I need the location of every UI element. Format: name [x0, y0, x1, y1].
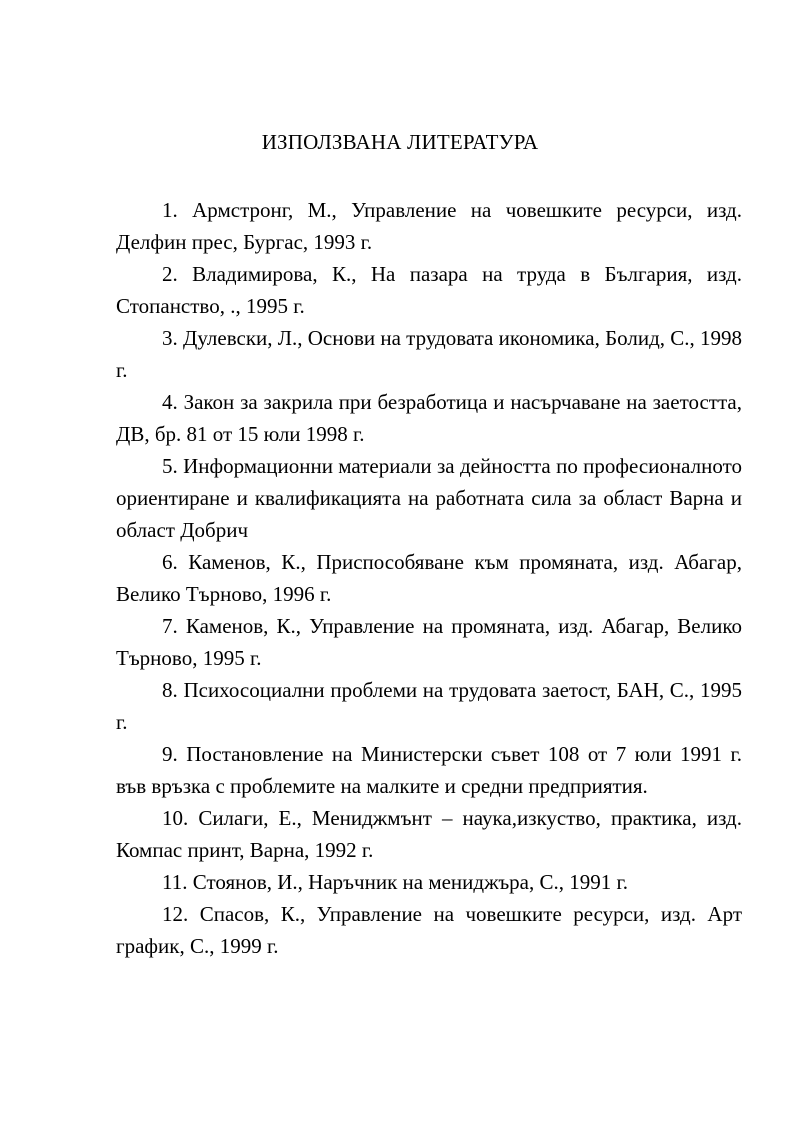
page-title: ИЗПОЛЗВАНА ЛИТЕРАТУРА — [261, 130, 539, 154]
reference-list — [116, 194, 742, 962]
reference-item: 11. Стоянов, И., Наръчник на мениджъра, С., 1991 г. — [162, 870, 629, 894]
reference-item: 12. Спасов, К., Управление на човешките ресурси, изд. Арт график, С., 1999 г. — [116, 902, 742, 958]
reference-item: 2. Владимирова, К., На пазара на труда в България, изд. Стопанство, ., 1995 г. — [116, 262, 742, 318]
reference-item: 8. Психосоциални проблеми на трудовата заетост, БАН, С., 1995 г. — [116, 678, 742, 734]
reference-item: 9. Постановление на Министерски съвет 108 от 7 юли 1991 г. във връзка с проблемите на малките и средни предприятия. — [116, 742, 742, 798]
reference-item: 10. Силаги, Е., Мениджмънт – наука,изкуство, практика, изд. Компас принт, Варна, 1992 г. — [116, 806, 742, 862]
reference-item: 4. Закон за закрила при безработица и насърчаване на заетостта, ДВ, бр. 81 от 15 юли 1998 г. — [116, 390, 742, 446]
reference-item: 3. Дулевски, Л., Основи на трудовата икономика, Болид, С., 1998 г. — [116, 326, 743, 382]
reference-item: 7. Каменов, К., Управление на промяната, изд. Абагар, Велико Търново, 1995 г. — [116, 614, 742, 670]
reference-item: 1. Армстронг, М., Управление на човешките ресурси, изд. Делфин прес, Бургас, 1993 г. — [116, 198, 742, 254]
reference-item: 5. Информационни материали за дейността по професионалното ориентиране и квалификацията на работната сила за област Варна и област Добрич — [116, 454, 742, 542]
reference-item: 6. Каменов, К., Приспособяване към промяната, изд. Абагар, Велико Търново, 1996 г. — [116, 550, 742, 606]
